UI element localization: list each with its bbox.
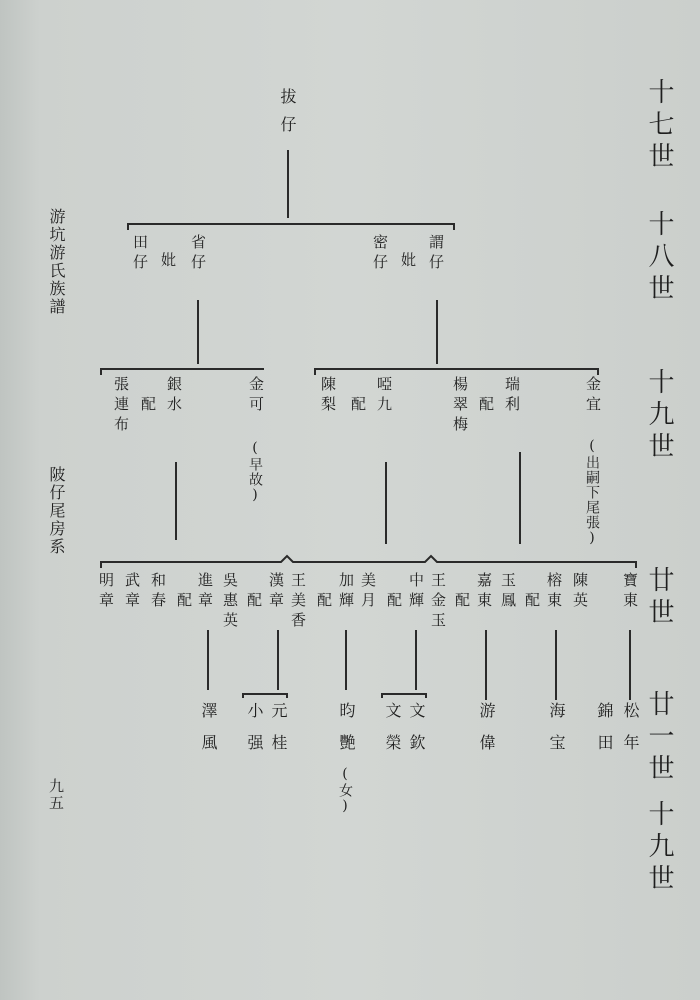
gen20-person-10: 寶東 [621,572,639,612]
gen21-person-4: 昀艷 [337,702,356,766]
generation-label-19: 十九世 [644,368,674,464]
generation-label-17: 十七世 [644,78,674,174]
gen19-consort-marker-3: 配 [349,396,367,416]
gen20-person-6: 加輝 [337,572,355,612]
gen19-person-3: 啞九 [375,376,393,416]
gen20-wife-6: 美月 [359,572,377,612]
gen18-consort-marker-1: 妣 [159,252,177,272]
gen21-person-10: 錦田 [595,702,614,766]
generation-label-18: 十八世 [644,210,674,306]
gen19-person-5: 金宜 [584,376,602,416]
gen21-note-4: (女) [337,766,353,815]
gen20-person-1: 和春 [149,572,167,612]
gen20-wife-9: 陳英 [571,572,589,612]
gen18-person-1: 省仔 [189,234,207,274]
gen20-person-9: 榕東 [545,572,563,612]
gen21-person-9: 松年 [621,702,640,766]
gen18-person-2: 謂仔 [427,234,445,274]
gen20-wife-7: 王金玉 [429,572,447,632]
generation-label-21: 廿一世 [644,690,674,786]
gen19-note-2: (早故) [247,440,263,504]
gen20-consort-marker-4: 配 [175,592,193,612]
gen20-consort-marker-9: 配 [523,592,541,612]
gen19-bracket-left [101,369,264,375]
gen21-person-5: 文欽 [407,702,426,766]
gen20-person-5: 漢章 [267,572,285,612]
gen19-consort-marker-1: 配 [139,396,157,416]
gen21-person-6: 文榮 [383,702,402,766]
gen21-person-1: 澤風 [199,702,218,766]
gen19-person-1: 銀水 [165,376,183,416]
gen20-wife-4: 吳惠英 [221,572,239,632]
gen19-wife-3: 陳梨 [319,376,337,416]
gen20-consort-marker-8: 配 [453,592,471,612]
gen19-bracket-right [315,369,598,375]
gen19-wife-1: 張連布 [112,376,130,436]
gen21-person-3: 小强 [245,702,264,766]
gen20-wife-5: 王美香 [289,572,307,632]
gen21-person-2: 元桂 [269,702,288,766]
gen18-consort-marker-2: 妣 [399,252,417,272]
gen21-person-8: 海宝 [547,702,566,766]
gen18-sibling-bracket [128,224,454,230]
generation-label-20: 廿世 [644,566,674,630]
gen17-person: 拔仔 [278,88,297,144]
gen20-person-2: 武章 [123,572,141,612]
gen19-wife-4: 楊翠梅 [451,376,469,436]
branch-title: 陂仔尾房系 [47,466,66,556]
gen20-sibling-bracket [101,556,636,568]
gen20-person-7: 中輝 [407,572,425,612]
book-title: 游坑游氏族譜 [47,208,66,316]
gen19-consort-marker-4: 配 [477,396,495,416]
gen20-wife-8: 玉鳳 [499,572,517,612]
gen18-wife-1: 田仔 [131,234,149,274]
gen18-wife-2: 密仔 [371,234,389,274]
gen20-person-4: 進章 [196,572,214,612]
gen20-consort-marker-6: 配 [315,592,333,612]
gen19-person-4: 瑞利 [503,376,521,416]
gen20-consort-marker-5: 配 [245,592,263,612]
gen19-person-2: 金可 [247,376,265,416]
gen20-consort-marker-7: 配 [385,592,403,612]
page-number: 九五 [47,778,65,812]
gen19-note-5: (出嗣下尾張) [584,438,600,547]
gen20-person-3: 明章 [97,572,115,612]
gen20-person-8: 嘉東 [475,572,493,612]
generation-label-19-bottom: 十九世 [644,800,674,896]
gen21-person-7: 游偉 [477,702,496,766]
